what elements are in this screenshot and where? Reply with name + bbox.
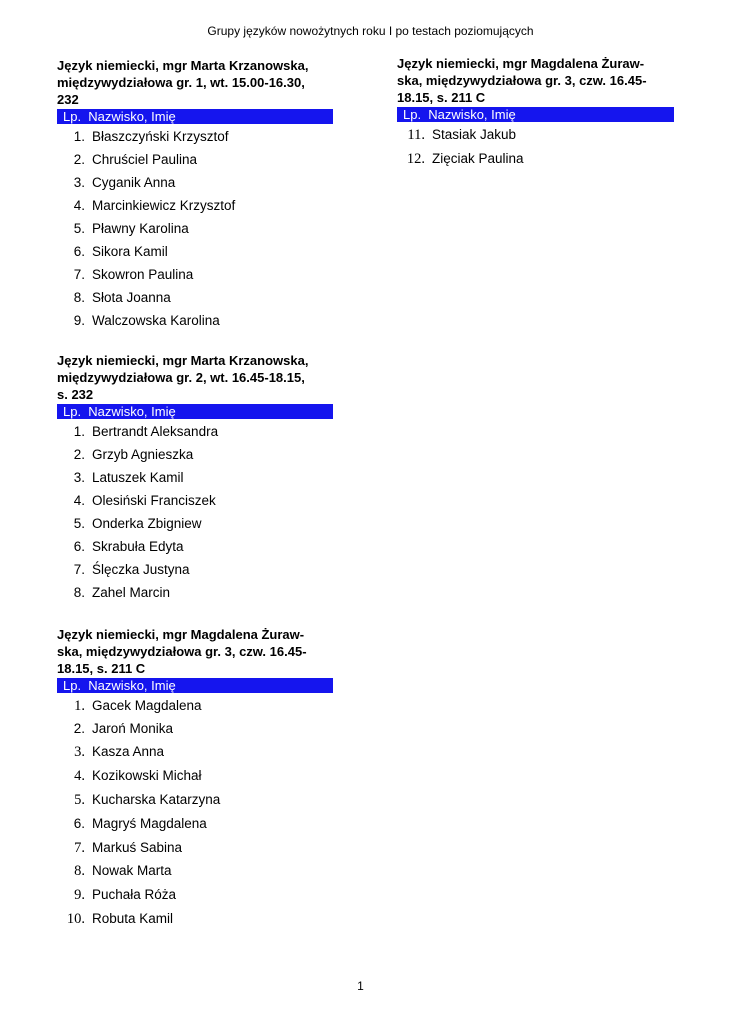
student-name: Kozikowski Michał — [92, 768, 202, 783]
student-name: Sikora Kamil — [92, 244, 168, 259]
table-row — [57, 290, 333, 313]
row-number: 6. — [73, 539, 85, 554]
student-name: Błaszczyński Krzysztof — [92, 129, 229, 144]
row-number: 2. — [73, 152, 85, 167]
table-row — [397, 127, 674, 151]
student-name: Słota Joanna — [92, 290, 171, 305]
row-number: 8. — [74, 863, 85, 879]
row-number: 1. — [73, 424, 85, 439]
table-row — [57, 244, 333, 267]
table-row — [57, 887, 333, 911]
group-1 — [57, 57, 333, 336]
student-name: Zahel Marcin — [92, 585, 171, 600]
row-number: 3. — [73, 175, 85, 190]
row-number: 7. — [73, 562, 85, 577]
table-row — [57, 516, 333, 539]
table-row — [57, 792, 333, 816]
table-row — [57, 816, 333, 840]
row-number: 4. — [73, 198, 85, 213]
table-header: Lp. Nazwisko, Imię — [397, 107, 674, 122]
student-name: Puchała Róża — [92, 887, 177, 902]
table-row — [57, 152, 333, 175]
group-3-continued — [397, 55, 674, 175]
group-3 — [57, 626, 333, 935]
table-row — [57, 721, 333, 744]
student-list — [57, 424, 333, 608]
table-row — [57, 198, 333, 221]
student-name: Latuszek Kamil — [92, 470, 184, 485]
row-number: 6. — [73, 816, 85, 831]
student-name: Kucharska Katarzyna — [92, 792, 221, 807]
student-name: Grzyb Agnieszka — [92, 447, 194, 462]
table-row — [57, 424, 333, 447]
row-number: 5. — [74, 792, 85, 808]
student-list — [57, 129, 333, 336]
table-row — [57, 175, 333, 198]
table-row — [57, 221, 333, 244]
student-name: Skowron Paulina — [92, 267, 194, 282]
student-list — [57, 698, 333, 935]
table-header: Lp. Nazwisko, Imię — [57, 678, 333, 693]
row-number: 11. — [407, 127, 425, 143]
row-number: 1. — [73, 129, 85, 144]
student-name: Jaroń Monika — [92, 721, 174, 736]
student-name: Pławny Karolina — [92, 221, 189, 236]
table-row — [57, 267, 333, 290]
student-name: Gacek Magdalena — [92, 698, 202, 713]
row-number: 12. — [406, 151, 425, 167]
student-name: Onderka Zbigniew — [92, 516, 202, 531]
table-header: Lp. Nazwisko, Imię — [57, 109, 333, 124]
table-row — [57, 562, 333, 585]
row-number: 2. — [73, 447, 85, 462]
table-row — [57, 911, 333, 935]
row-number: 10. — [66, 911, 85, 927]
row-number: 7. — [74, 840, 85, 856]
row-number: 2. — [73, 721, 85, 736]
student-name: Marcinkiewicz Krzysztof — [92, 198, 236, 213]
student-name: Chruściel Paulina — [92, 152, 198, 167]
student-name: Skrabuła Edyta — [92, 539, 184, 554]
student-list — [397, 127, 674, 175]
group-title: Język niemiecki, mgr Magdalena Żuraw- ska, międzywydziałowa gr. 3, czw. 16.45- 18.15, s. 211 C — [397, 56, 647, 105]
table-row — [57, 768, 333, 792]
row-number: 3. — [74, 744, 85, 760]
page-header: Grupy języków nowożytnych roku I po testach poziomujących — [207, 24, 534, 38]
table-row — [57, 539, 333, 562]
table-row — [57, 313, 333, 336]
row-number: 9. — [74, 887, 85, 903]
student-name: Bertrandt Aleksandra — [92, 424, 219, 439]
student-name: Stasiak Jakub — [432, 127, 517, 142]
row-number: 7. — [73, 267, 85, 282]
group-title: Język niemiecki, mgr Marta Krzanowska, międzywydziałowa gr. 1, wt. 15.00-16.30, 232 — [57, 58, 309, 107]
group-title: Język niemiecki, mgr Marta Krzanowska, międzywydziałowa gr. 2, wt. 16.45-18.15, s. 232 — [57, 353, 309, 402]
table-row — [57, 585, 333, 608]
group-title: Język niemiecki, mgr Magdalena Żuraw- ska, międzywydziałowa gr. 3, czw. 16.45- 18.15, s. 211 C — [57, 627, 307, 676]
row-number: 6. — [73, 244, 85, 259]
row-number: 3. — [73, 470, 85, 485]
table-row — [57, 470, 333, 493]
student-name: Nowak Marta — [92, 863, 172, 878]
row-number: 8. — [73, 290, 85, 305]
student-name: Zięciak Paulina — [432, 151, 524, 166]
table-row — [57, 744, 333, 768]
row-number: 8. — [73, 585, 85, 600]
student-name: Markuś Sabina — [92, 840, 183, 855]
table-row — [57, 840, 333, 863]
group-2 — [57, 352, 333, 608]
table-header: Lp. Nazwisko, Imię — [57, 404, 333, 419]
table-row — [397, 151, 674, 175]
table-row — [57, 863, 333, 887]
row-number: 1. — [74, 698, 85, 714]
page-number: 1 — [357, 979, 364, 993]
student-name: Kasza Anna — [92, 744, 165, 759]
student-name: Olesiński Franciszek — [92, 493, 216, 508]
student-name: Ślęczka Justyna — [92, 562, 190, 577]
table-row — [57, 447, 333, 470]
row-number: 5. — [73, 221, 85, 236]
row-number: 9. — [73, 313, 85, 328]
student-name: Walczowska Karolina — [92, 313, 220, 328]
table-row — [57, 493, 333, 516]
student-name: Robuta Kamil — [92, 911, 174, 926]
table-row — [57, 698, 333, 721]
student-name: Magryś Magdalena — [92, 816, 207, 831]
row-number: 5. — [73, 516, 85, 531]
student-name: Cyganik Anna — [92, 175, 176, 190]
table-row — [57, 129, 333, 152]
row-number: 4. — [74, 768, 85, 784]
row-number: 4. — [73, 493, 85, 508]
